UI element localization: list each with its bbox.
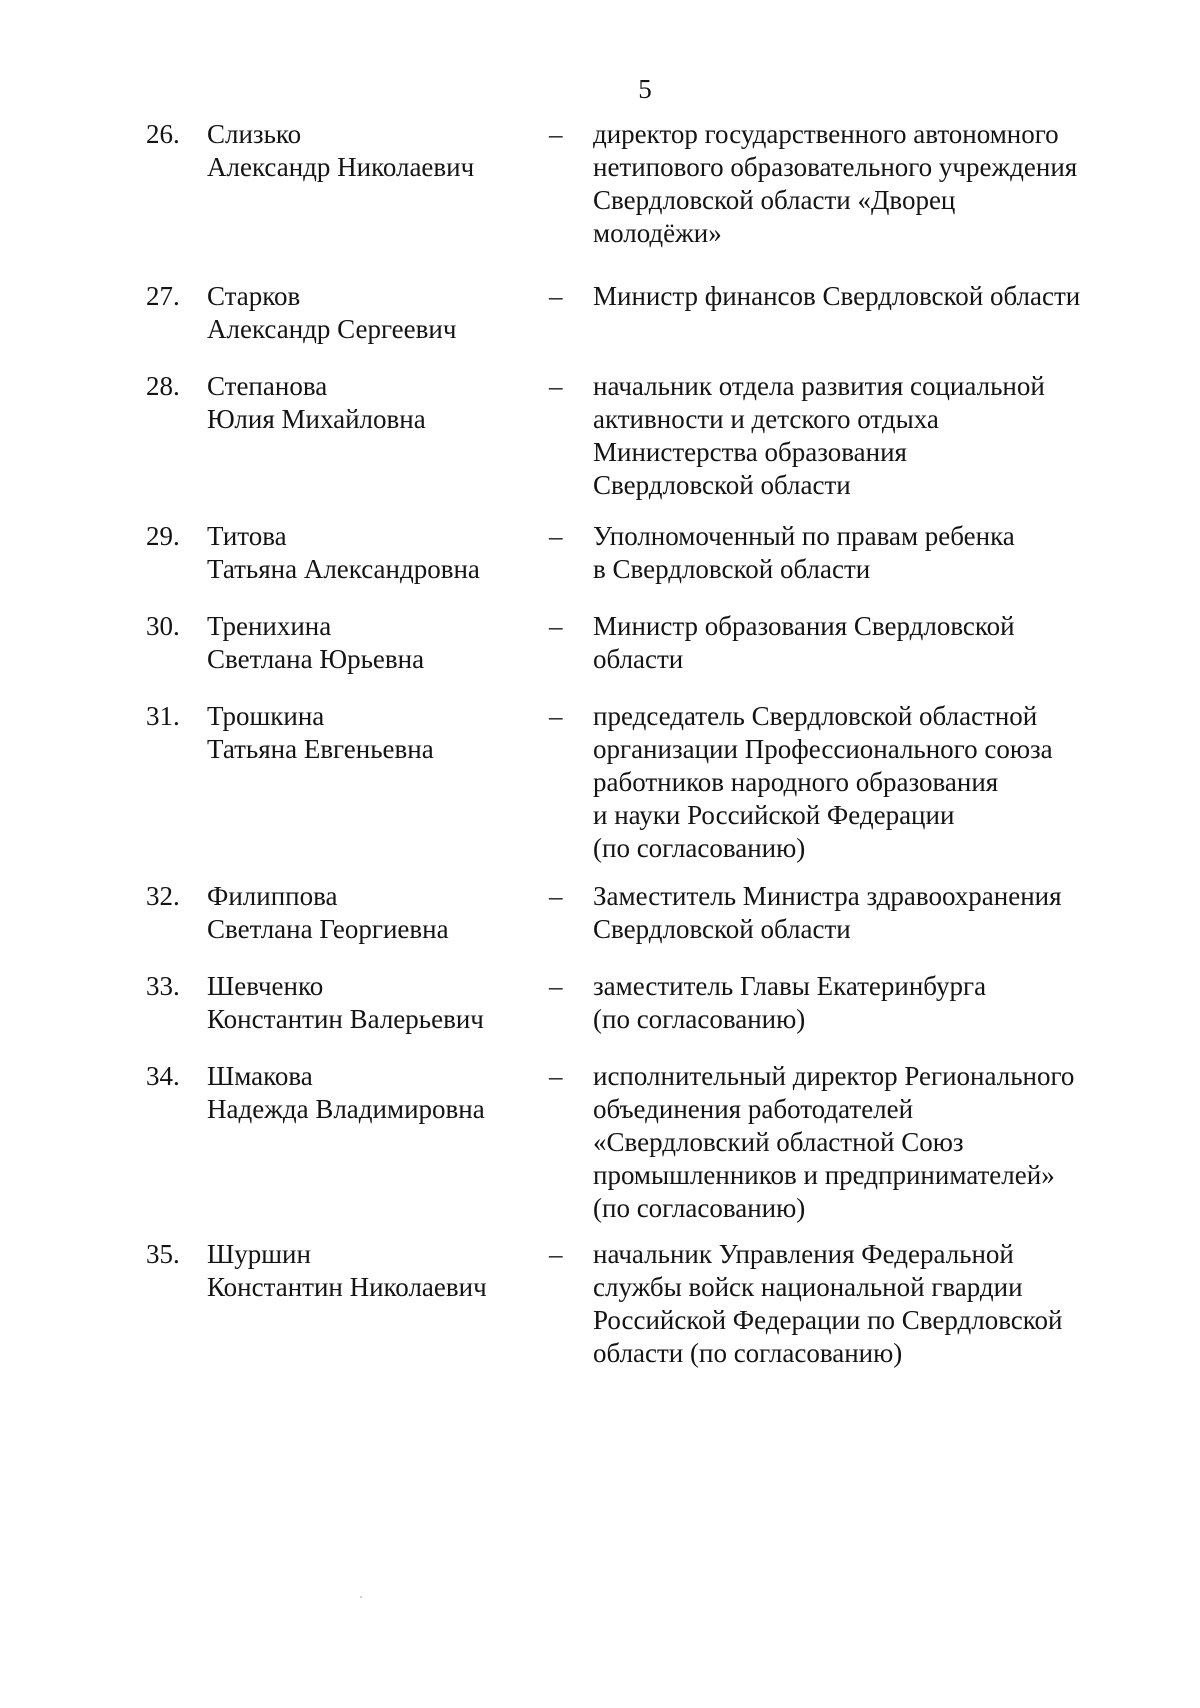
dash-separator: –	[549, 611, 563, 641]
position-line: начальник отдела развития социальной	[593, 371, 1045, 401]
surname: Шуршин	[207, 1239, 311, 1269]
person-name	[207, 700, 537, 766]
position-line: (по согласованию)	[593, 1004, 806, 1034]
dash-separator: –	[549, 881, 563, 911]
position-line: и науки Российской Федерации	[593, 800, 955, 830]
item-number: 28.	[146, 371, 180, 401]
position-line: «Свердловский областной Союз	[593, 1127, 964, 1157]
given-names: Константин Николаевич	[207, 1272, 487, 1302]
item-number: 34.	[146, 1061, 180, 1091]
surname: Шевченко	[207, 971, 324, 1001]
dash-separator: –	[549, 371, 563, 401]
given-names: Константин Валерьевич	[207, 1004, 484, 1034]
surname: Степанова	[207, 371, 328, 401]
position-line: объединения работодателей	[593, 1094, 914, 1124]
given-names: Александр Сергеевич	[207, 314, 457, 344]
position-line: Уполномоченный по правам ребенка	[593, 521, 1015, 551]
position-line: Заместитель Министра здравоохранения	[593, 881, 1062, 911]
item-number: 30.	[146, 611, 180, 641]
surname: Слизько	[207, 119, 302, 149]
dash-separator: –	[549, 971, 563, 1001]
item-number: 35.	[146, 1239, 180, 1269]
position-line: службы войск национальной гвардии	[593, 1272, 1023, 1302]
person-name	[207, 280, 537, 346]
surname: Трошкина	[207, 701, 325, 731]
item-number: 32.	[146, 881, 180, 911]
position-line: Министерства образования	[593, 437, 907, 467]
given-names: Светлана Георгиевна	[207, 914, 449, 944]
person-name	[207, 1060, 537, 1126]
given-names: Татьяна Евгеньевна	[207, 734, 434, 764]
position-line: директор государственного автономного	[593, 119, 1059, 149]
surname: Шмакова	[207, 1061, 313, 1091]
position-line: организации Профессионального союза	[593, 734, 1053, 764]
surname: Старков	[207, 281, 301, 311]
position-title	[593, 370, 1133, 502]
position-title	[593, 700, 1133, 865]
item-number: 29.	[146, 521, 180, 551]
item-number: 33.	[146, 971, 180, 1001]
position-title	[593, 610, 1133, 676]
position-line: молодёжи»	[593, 218, 722, 248]
dash-separator: –	[549, 701, 563, 731]
position-title	[593, 880, 1133, 946]
position-line: исполнительный директор Регионального	[593, 1061, 1075, 1091]
position-line: Министр образования Свердловской	[593, 611, 1015, 641]
position-line: (по согласованию)	[593, 833, 806, 863]
person-name	[207, 1238, 537, 1304]
item-number: 26.	[146, 119, 180, 149]
position-title	[593, 1238, 1133, 1370]
surname: Тренихина	[207, 611, 332, 641]
person-name	[207, 118, 537, 184]
position-title	[593, 970, 1133, 1036]
item-number: 27.	[146, 281, 180, 311]
position-line: Свердловской области	[593, 914, 851, 944]
position-title	[593, 1060, 1133, 1225]
given-names: Александр Николаевич	[207, 152, 475, 182]
person-name	[207, 370, 537, 436]
dash-separator: –	[549, 119, 563, 149]
given-names: Надежда Владимировна	[207, 1094, 485, 1124]
position-line: области	[593, 644, 684, 674]
position-line: в Свердловской области	[593, 554, 871, 584]
given-names: Светлана Юрьевна	[207, 644, 425, 674]
position-line: работников народного образования	[593, 767, 999, 797]
page-number: 5	[638, 74, 652, 104]
position-line: Российской Федерации по Свердловской	[593, 1305, 1063, 1335]
position-line: активности и детского отдыха	[593, 404, 939, 434]
scan-speck	[360, 1596, 362, 1598]
dash-separator: –	[549, 521, 563, 551]
position-line: промышленников и предпринимателей»	[593, 1160, 1055, 1190]
person-name	[207, 610, 537, 676]
dash-separator: –	[549, 1061, 563, 1091]
position-line: заместитель Главы Екатеринбурга	[593, 971, 987, 1001]
dash-separator: –	[549, 281, 563, 311]
position-title	[593, 118, 1133, 250]
position-line: (по согласованию)	[593, 1193, 806, 1223]
person-name	[207, 970, 537, 1036]
item-number: 31.	[146, 701, 180, 731]
position-line: Свердловской области «Дворец	[593, 185, 956, 215]
position-line: нетипового образовательного учреждения	[593, 152, 1078, 182]
person-name	[207, 880, 537, 946]
position-title	[593, 520, 1133, 586]
position-line: Свердловской области	[593, 470, 851, 500]
surname: Титова	[207, 521, 287, 551]
dash-separator: –	[549, 1239, 563, 1269]
position-line: Министр финансов Свердловской области	[593, 281, 1081, 311]
given-names: Татьяна Александровна	[207, 554, 480, 584]
position-title	[593, 280, 1133, 313]
position-line: председатель Свердловской областной	[593, 701, 1038, 731]
person-name	[207, 520, 537, 586]
position-line: области (по согласованию)	[593, 1338, 903, 1368]
position-line: начальник Управления Федеральной	[593, 1239, 1014, 1269]
surname: Филиппова	[207, 881, 338, 911]
given-names: Юлия Михайловна	[207, 404, 426, 434]
